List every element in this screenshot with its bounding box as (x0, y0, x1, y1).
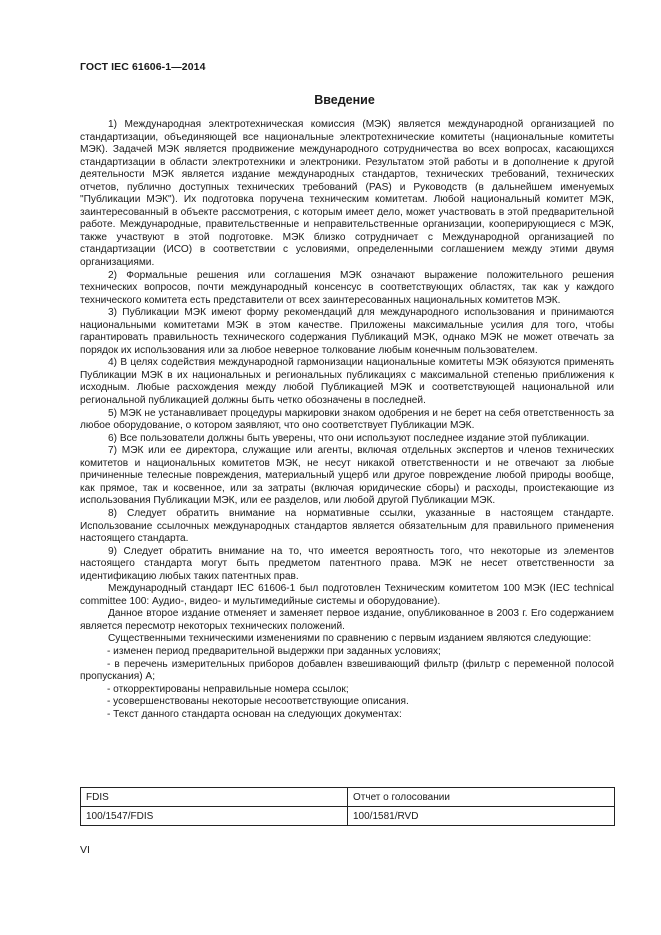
paragraph-3: 3) Публикации МЭК имеют форму рекомендаций для международного использования и принимаются национальными комитетами МЭК в этом качестве. Приложены максимальные усилия для того, чтобы гарантировать правильность технического содержания Публикаций МЭК, однако МЭК не может отвечать за порядок их использования или за любое неверное толкование любым конечным пользователем. (80, 307, 614, 356)
paragraph-7: 7) МЭК или ее директора, служащие или агенты, включая отдельных экспертов и членов технических комитетов и национальных комитетов МЭК, не несут никакой ответственности и не отвечают за любые причиненные телесные повреждения, материальный ущерб или другое повреждение любой природы вообще, как прямое, так и косвенное, или за затраты (включая юридические сборы) и расходы, проистекающие из использования Публикации МЭК, или ее разделов, или любой другой Публикации МЭК. (80, 445, 614, 507)
change-item: - изменен период предварительной выдержки при заданных условиях; (107, 645, 441, 657)
page-number: VI (80, 844, 90, 856)
change-item: - откорректированы неправильные номера ссылок; (107, 683, 349, 695)
document-header: ГОСТ IEC 61606-1—2014 (80, 61, 206, 73)
documents-table (80, 787, 615, 826)
table-header-cell: Отчет о голосовании (348, 788, 615, 807)
paragraph-5: 5) МЭК не устанавливает процедуры маркировки знаком одобрения и не берет на себя ответственность за любое оборудование, о котором заявляют, что оно соответствует Публикации МЭК. (80, 407, 614, 432)
paragraph-4: 4) В целях содействия международной гармонизации национальные комитеты МЭК обязуются применять Публикации МЭК в их национальных и региональных публикациях с максимальной степенью приближения к исходным. Любые расхождения между любой Публикацией МЭК и соответствующей национальной или региональной публикацией должны быть четко обозначены в последней. (80, 357, 614, 407)
paragraph-second-edition: Данное второе издание отменяет и заменяет первое издание, опубликованное в 2003 г. Его содержанием является пересмотр некоторых технических положений. (80, 608, 614, 632)
introduction-body (80, 119, 614, 721)
section-title: Введение (314, 93, 375, 107)
paragraph-2: 2) Формальные решения или соглашения МЭК означают выражение положительного решения технических вопросов, почти международный консенсус в соответствующих областях, так как у каждого технического комитета есть представители от всех заинтересованных национальных комитетов МЭК. (80, 269, 614, 306)
documents-intro: - Текст данного стандарта основан на следующих документах: (107, 708, 402, 720)
table-cell: 100/1547/FDIS (81, 807, 348, 826)
paragraph-8: 8) Следует обратить внимание на нормативные ссылки, указанные в настоящем стандарте. Использование ссылочных международных стандартов является обязательным для правильного применения настоящего стандарта. (80, 507, 614, 545)
change-item: - в перечень измерительных приборов добавлен взвешивающий фильтр (фильтр с переменной полосой пропускания) А; (80, 658, 614, 683)
table-row (81, 807, 615, 826)
paragraph-1: 1) Международная электротехническая комиссия (МЭК) является международной организацией по стандартизации, объединяющей все национальные электротехнические комитеты (национальные комитеты МЭК). Задачей МЭК является продвижение международного сотрудничества во всех вопросах, касающихся стандартизации в области электротехники и электроники. Результатом этой работы и в дополнение к другой деятельности МЭК является издание международных стандартов, технических требований, технических отчетов, публично доступных технических требований (PAS) и Руководств (в дальнейшем именуемых "Публикации МЭК"). Их подготовка поручена техническим комитетам. Любой национальный комитет МЭК, заинтересованный в объекте рассмотрения, с которым имеет дело, может участвовать в этой предварительной работе. Международные, правительственные и неправительственные организации, кооперирующиеся с МЭК, также участвуют в этой подготовке. МЭК близко сотрудничает с Международной организацией по стандартизации (ИСО) в соответствии с условиями, определенными соглашением между этими двумя организациями. (80, 119, 614, 269)
paragraph-6: 6) Все пользователи должны быть уверены, что они используют последнее издание этой публикации. (108, 432, 590, 444)
table-header-cell: FDIS (81, 788, 348, 807)
table-header-row (81, 788, 615, 807)
paragraph-standard-prepared: Международный стандарт IEC 61606-1 был подготовлен Техническим комитетом 100 МЭК (IEC technical committee 100: Аудио-, видео- и мультимедийные системы и оборудование). (80, 583, 614, 607)
change-item: - усовершенствованы некоторые несоответствующие описания. (107, 696, 409, 708)
paragraph-changes-intro: Существенными техническими изменениями по сравнению с первым изданием являются следующие: (108, 633, 592, 645)
paragraph-9: 9) Следует обратить внимание на то, что имеется вероятность того, что некоторые из элементов настоящего стандарта могут быть предметом патентного права. МЭК не несет ответственности за идентификацию любых таких патентных прав. (80, 545, 614, 582)
table-cell: 100/1581/RVD (348, 807, 615, 826)
